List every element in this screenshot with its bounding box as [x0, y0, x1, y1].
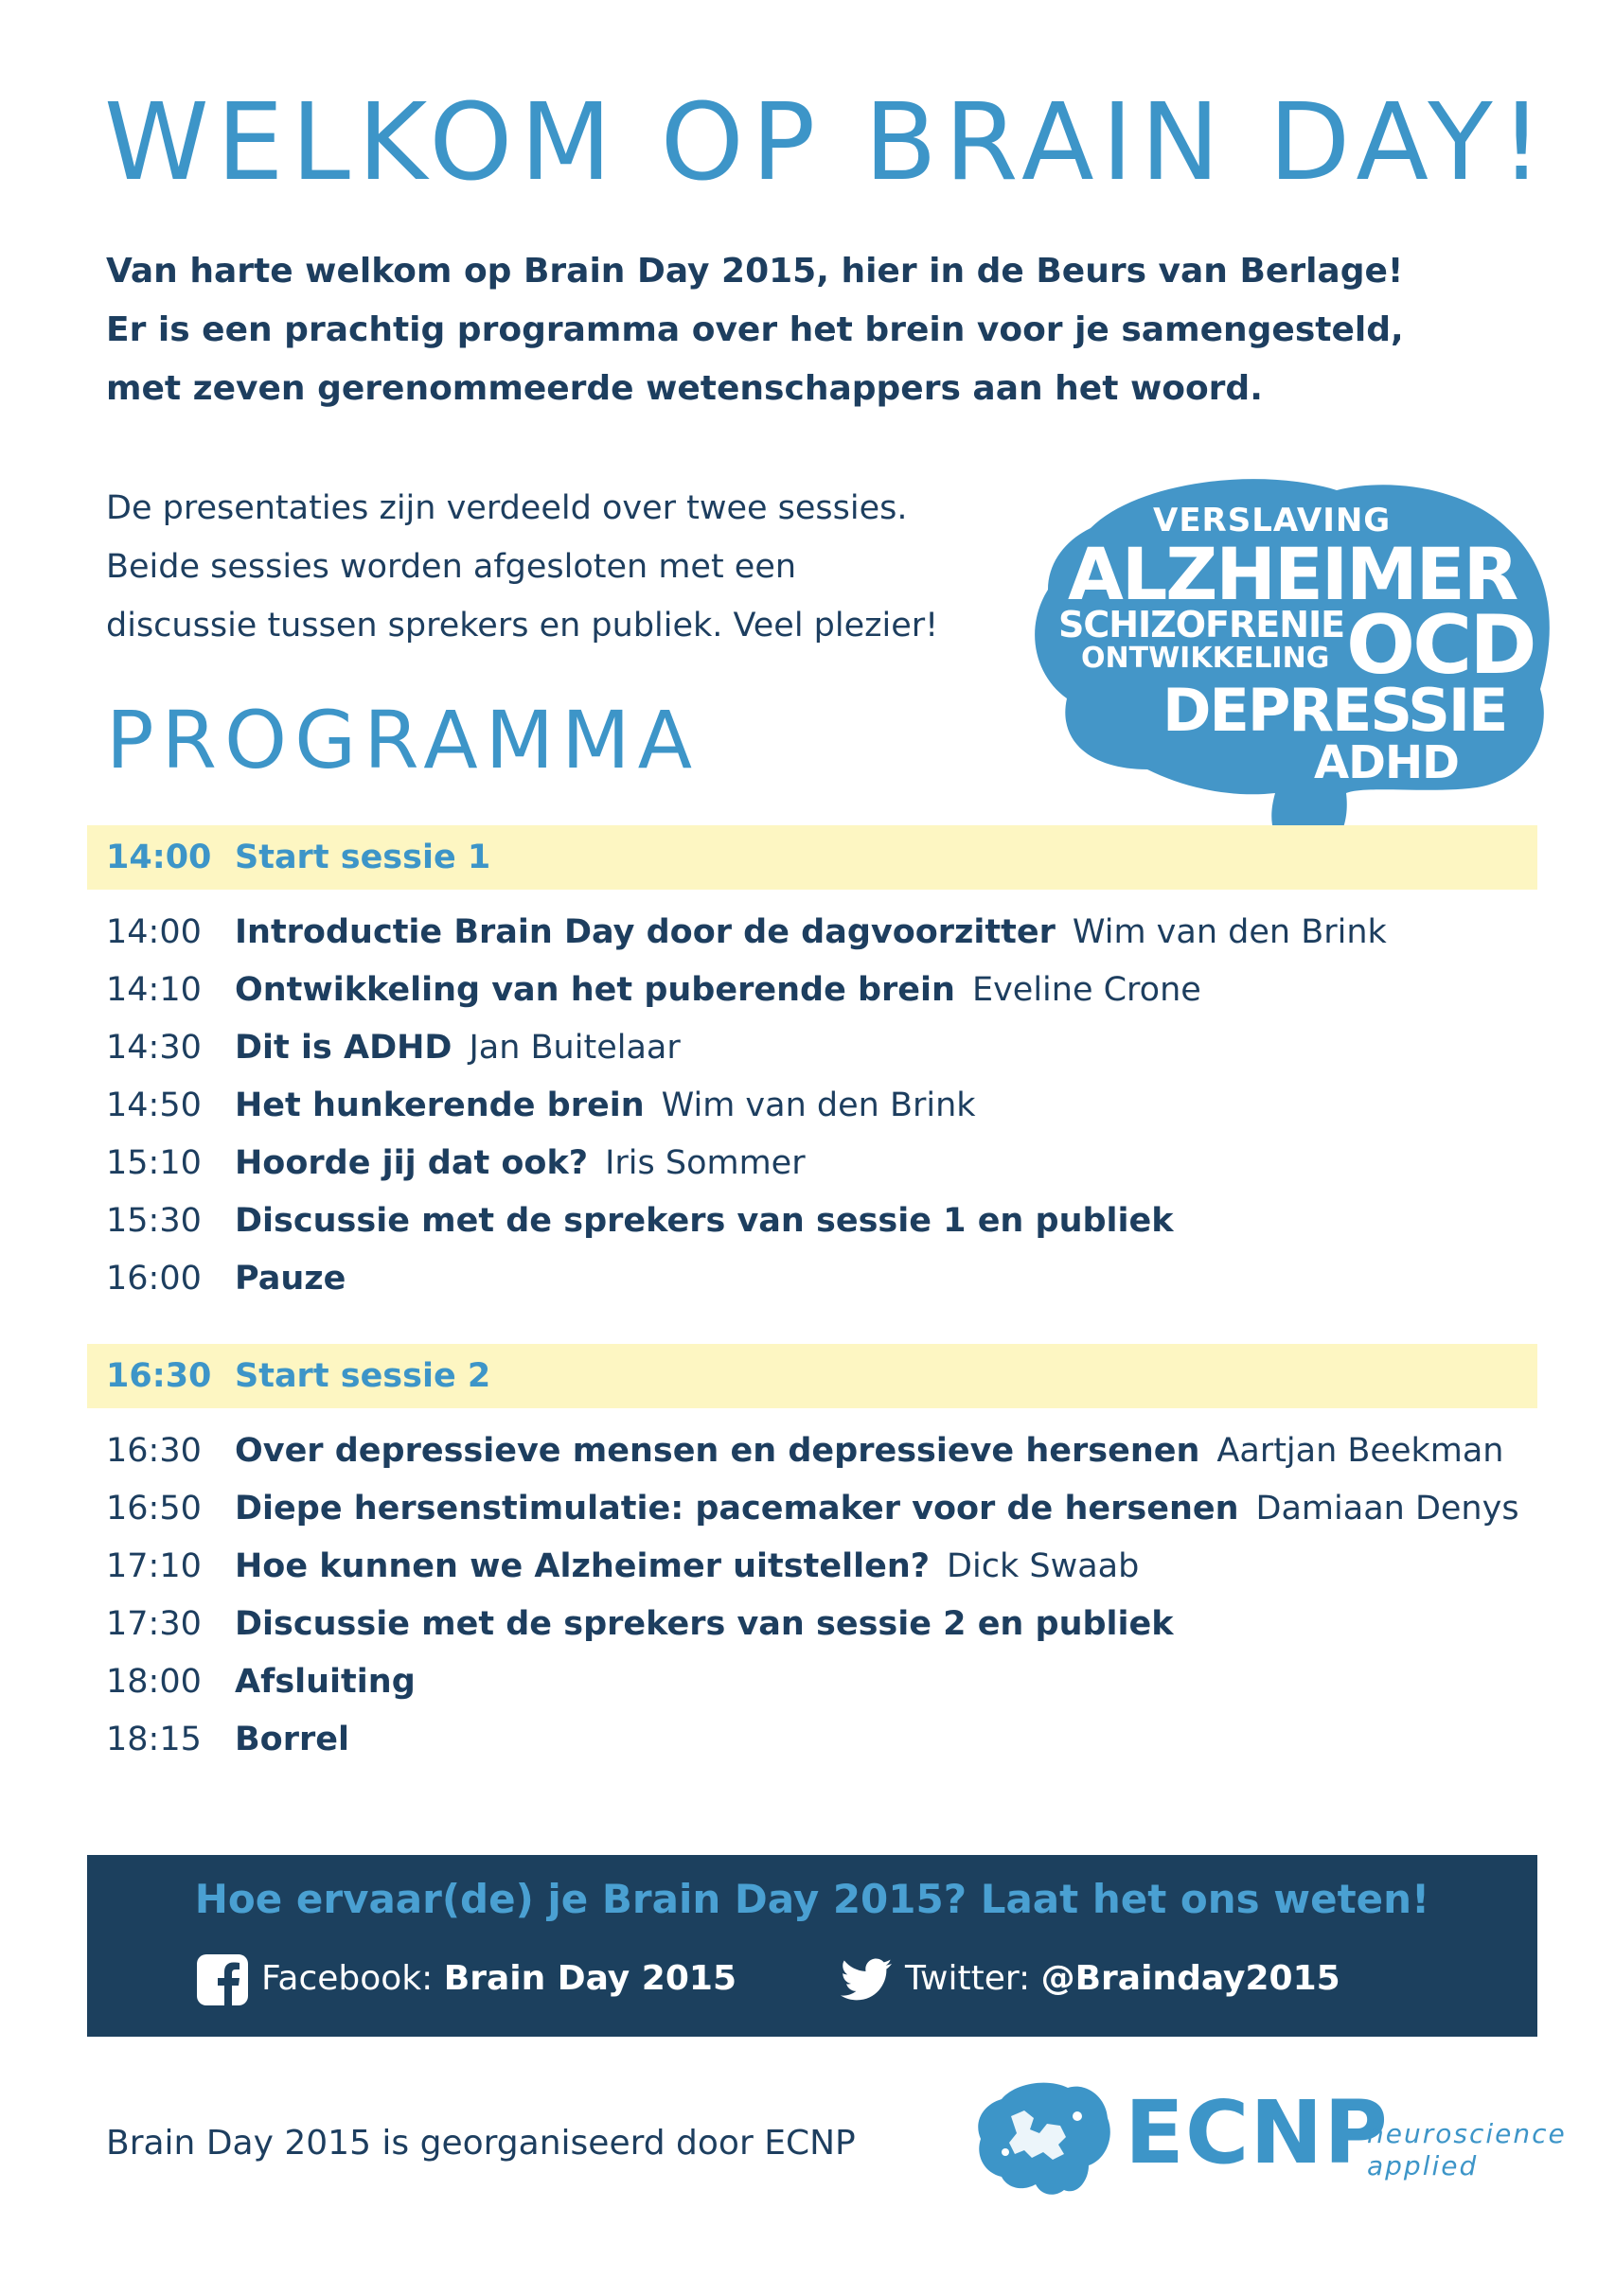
cloud-word-adhd: ADHD: [1314, 736, 1460, 789]
paragraph-line: De presentaties zijn verdeeld over twee sessies.: [106, 489, 908, 527]
facebook-handle: Brain Day 2015: [443, 1959, 737, 1998]
row-speaker: Iris Sommer: [605, 1144, 806, 1182]
intro-line: met zeven gerenommeerde wetenschappers aan het woord.: [106, 369, 1263, 408]
row-title: Discussie met de sprekers van sessie 1 en publiek: [235, 1202, 1174, 1240]
row-title: Hoorde jij dat ook?: [235, 1144, 589, 1182]
row-time: 16:50: [106, 1490, 202, 1528]
organizer-text: Brain Day 2015 is georganiseerd door ECNP: [106, 2124, 856, 2163]
row-time: 16:30: [106, 1432, 202, 1470]
row-time: 15:10: [106, 1144, 202, 1182]
row-speaker: Dick Swaab: [947, 1547, 1140, 1585]
row-speaker: Aartjan Beekman: [1216, 1432, 1504, 1470]
row-time: 14:00: [106, 913, 202, 951]
ecnp-tagline: [1367, 2118, 1567, 2182]
cloud-word-verslaving: VERSLAVING: [1153, 502, 1392, 539]
facebook-label: Facebook:: [261, 1959, 434, 1998]
twitter-bird-icon: [841, 1958, 892, 2002]
row-speaker: Jan Buitelaar: [469, 1029, 681, 1067]
session-label: Start sessie 1: [235, 839, 491, 876]
tagline-line: applied: [1367, 2150, 1479, 2181]
row-title: Afsluiting: [235, 1663, 416, 1701]
row-time: 17:30: [106, 1605, 202, 1643]
session-header: [87, 1344, 1537, 1408]
row-title: Dit is ADHD: [235, 1029, 453, 1067]
row-time: 18:15: [106, 1721, 202, 1758]
row-title: Hoe kunnen we Alzheimer uitstellen?: [235, 1547, 931, 1585]
row-time: 14:30: [106, 1029, 202, 1067]
twitter-label: Twitter:: [905, 1959, 1031, 1998]
cloud-word-schizofrenie: SCHIZOFRENIE: [1058, 604, 1345, 645]
twitter-handle: @Brainday2015: [1040, 1959, 1340, 1998]
page-title: WELKOM OP BRAIN DAY!: [104, 81, 1551, 204]
row-time: 18:00: [106, 1663, 202, 1701]
program-heading: PROGRAMMA: [106, 694, 701, 786]
paragraph-line: Beide sessies worden afgesloten met een: [106, 548, 797, 586]
row-speaker: Eveline Crone: [971, 971, 1201, 1009]
row-title: Pauze: [235, 1260, 346, 1298]
brain-word-cloud: [1024, 471, 1554, 869]
description-paragraph: [106, 479, 1072, 655]
session-header: [87, 825, 1537, 890]
intro-text: [106, 242, 1507, 418]
row-title: Ontwikkeling van het puberende brein: [235, 971, 955, 1009]
row-speaker: Wim van den Brink: [1072, 913, 1387, 951]
cloud-word-ocd: OCD: [1346, 598, 1535, 693]
row-speaker: Wim van den Brink: [661, 1086, 976, 1124]
row-title: Discussie met de sprekers van sessie 2 en publiek: [235, 1605, 1174, 1643]
row-time: 17:10: [106, 1547, 202, 1585]
session-label: Start sessie 2: [235, 1357, 491, 1395]
row-title: Over depressieve mensen en depressieve hersenen: [235, 1432, 1200, 1470]
row-time: 14:10: [106, 971, 202, 1009]
twitter-link[interactable]: [841, 1953, 1340, 2005]
row-title: Diepe hersenstimulatie: pacemaker voor de hersenen: [235, 1490, 1239, 1528]
ecnp-logo-text: ECNP: [1125, 2082, 1389, 2183]
row-time: 14:50: [106, 1086, 202, 1124]
intro-line: Er is een prachtig programma over het brein voor je samengesteld,: [106, 310, 1404, 349]
row-title: Introductie Brain Day door de dagvoorzitter: [235, 913, 1056, 951]
row-time: 16:00: [106, 1260, 202, 1298]
tagline-line: neuroscience: [1367, 2118, 1567, 2149]
session-time: 14:00: [106, 839, 212, 876]
row-title: Het hunkerende brein: [235, 1086, 645, 1124]
feedback-banner: [87, 1855, 1537, 2037]
row-title: Borrel: [235, 1721, 349, 1758]
row-speaker: Damiaan Denys: [1255, 1490, 1519, 1528]
paragraph-line: discussie tussen sprekers en publiek. Veel plezier!: [106, 607, 939, 645]
feedback-headline: Hoe ervaar(de) je Brain Day 2015? Laat het ons weten!: [194, 1876, 1430, 1922]
facebook-link[interactable]: [197, 1953, 737, 2005]
cloud-word-alzheimer: ALZHEIMER: [1068, 532, 1517, 616]
row-time: 15:30: [106, 1202, 202, 1240]
facebook-icon: [197, 1954, 248, 2005]
ecnp-logo-icon: [973, 2078, 1113, 2203]
intro-line: Van harte welkom op Brain Day 2015, hier in de Beurs van Berlage!: [106, 252, 1404, 291]
cloud-word-depressie: DEPRESSIE: [1162, 676, 1507, 745]
session-time: 16:30: [106, 1357, 212, 1395]
cloud-word-ontwikkeling: ONTWIKKELING: [1081, 642, 1330, 675]
